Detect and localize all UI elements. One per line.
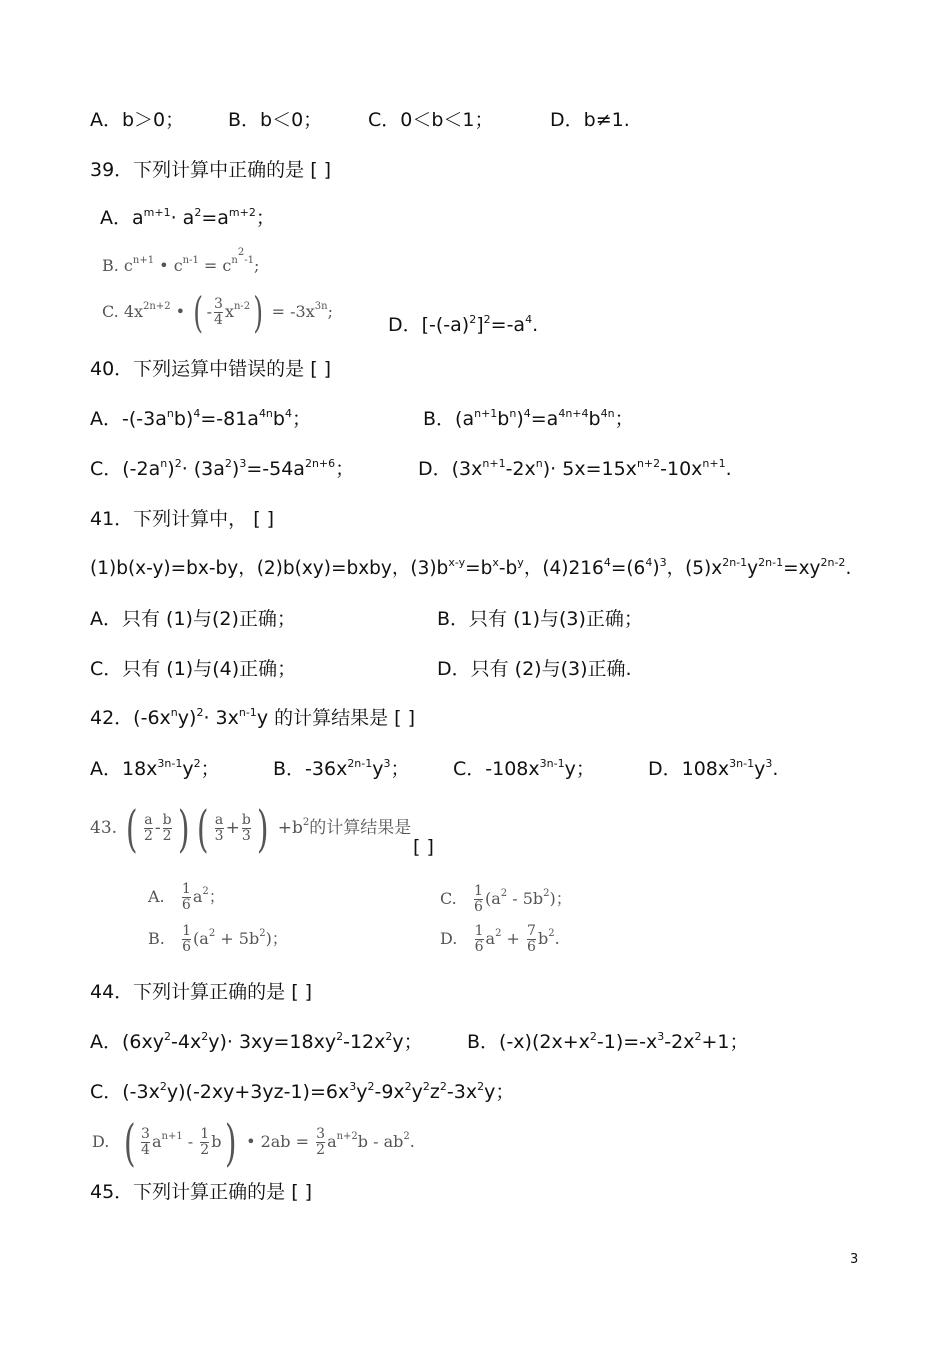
option-label: D. bbox=[92, 1132, 110, 1151]
numerator: b bbox=[162, 812, 172, 828]
denominator: 6 bbox=[527, 939, 536, 955]
numerator: b bbox=[241, 812, 251, 828]
fraction bbox=[215, 813, 224, 844]
page-number: 3 bbox=[850, 1252, 859, 1267]
q44-option-a: A．$(6xy^2-4x^2y)\cdot 3xy=18xy^2-12x^2y$； bbox=[90, 1030, 423, 1053]
q42-option-b: B．$-36x^{2n-1}y^3$； bbox=[273, 757, 410, 780]
q41-body: (1)b(x-y)=bx-by，(2)b(xy)=bxby，$(3)b^{x-y}=b^x-b^y$，$(4)216^4=(6^4)^3$，$(5)x^{2n-1}y^{2n-1}=xy^{2n-2}$. bbox=[90, 556, 852, 579]
fraction bbox=[163, 813, 172, 844]
denominator: 6 bbox=[474, 939, 484, 955]
numerator: 3 bbox=[141, 1126, 150, 1142]
q41-stem: 41．下列计算中， [ ] bbox=[90, 508, 275, 530]
q40-option-d: D．$(3x^{n+1}-2x^n)\cdot 5x=15x^{n+2}-10x^{n+1}$. bbox=[418, 457, 732, 480]
q43-option-d bbox=[440, 920, 560, 958]
option-expression: $a^{n+1}$ - bbox=[151, 1131, 194, 1151]
q38-option-d: D．b≠1. bbox=[550, 109, 630, 131]
denominator: 6 bbox=[474, 899, 483, 915]
denominator: 3 bbox=[214, 828, 224, 844]
numerator: 1 bbox=[200, 1126, 210, 1142]
option-expression: $(a^2 - 5b^2)$； bbox=[484, 888, 572, 908]
q42-stem: 42．$(-6x^ny)^2\cdot 3x^{n-1}y$ 的计算结果是 [ ] bbox=[90, 706, 416, 729]
option-expression: $a^{n+2}b - ab^2$. bbox=[327, 1131, 415, 1151]
q43-tail: $+b^2$的计算结果是 bbox=[277, 817, 412, 838]
q42-option-c: C．$-108x^{3n-1}y$； bbox=[453, 757, 595, 780]
left-paren: ( bbox=[197, 799, 209, 858]
numerator: 1 bbox=[182, 923, 192, 939]
q41-option-c: C．只有 (1)与(4)正确； bbox=[90, 658, 297, 680]
option-expression: $a^2$； bbox=[192, 886, 225, 906]
option-expression: • 2ab = bbox=[246, 1132, 310, 1151]
numerator: 1 bbox=[474, 883, 483, 899]
numerator: 1 bbox=[474, 923, 484, 939]
denominator: 2 bbox=[162, 828, 172, 844]
fraction bbox=[474, 884, 483, 915]
option-expression: $b^2$. bbox=[537, 928, 560, 948]
fraction bbox=[475, 924, 484, 955]
numerator: 1 bbox=[181, 881, 191, 897]
q40-option-a: A．$-(-3a^nb)^4=-81a^{4n}b^4$； bbox=[90, 407, 311, 430]
option-expression: b bbox=[211, 1132, 222, 1151]
q43-number: 43. bbox=[90, 818, 118, 838]
q41-option-d: D．只有 (2)与(3)正确. bbox=[437, 658, 632, 680]
q39-option-b: B. $c^{n+1}$ • $c^{n-1} = c^{n^2-1}$; bbox=[102, 247, 260, 275]
q39-c-result: = $-3x^{3n}$; bbox=[271, 301, 333, 321]
denominator: 2 bbox=[316, 1142, 326, 1158]
denominator: 6 bbox=[181, 897, 191, 913]
option-expression: $a^2$ + bbox=[485, 928, 520, 948]
numerator: 7 bbox=[527, 923, 536, 939]
q41-option-a: A．只有 (1)与(2)正确； bbox=[90, 608, 296, 630]
q38-option-b: B．b＜0； bbox=[228, 109, 323, 131]
minus-sign: - bbox=[154, 818, 161, 838]
q39-option-c bbox=[102, 287, 333, 337]
q39-c-prefix: C. $4x^{2n+2}$ • bbox=[102, 301, 186, 321]
q39-c-inner-minus: - bbox=[206, 302, 213, 321]
q44-option-d bbox=[92, 1113, 415, 1172]
q43-option-b bbox=[148, 920, 288, 958]
left-paren: ( bbox=[126, 799, 139, 858]
fraction bbox=[182, 882, 191, 913]
fraction bbox=[182, 924, 191, 955]
denominator: 6 bbox=[182, 939, 192, 955]
q45-stem: 45．下列计算正确的是 [ ] bbox=[90, 1181, 313, 1203]
numerator: a bbox=[214, 812, 224, 828]
left-paren: ( bbox=[123, 1113, 136, 1172]
fraction bbox=[242, 813, 251, 844]
q40-option-c: C．$(-2a^n)^2\cdot (3a^2)^3=-54a^{2n+6}$； bbox=[90, 457, 355, 480]
option-label: B. bbox=[148, 929, 165, 948]
right-paren: ) bbox=[256, 799, 269, 858]
denominator: 4 bbox=[141, 1142, 150, 1158]
q38-option-c: C．0＜b＜1； bbox=[368, 109, 494, 131]
denominator: 3 bbox=[241, 828, 251, 844]
numerator: 3 bbox=[214, 296, 223, 312]
fraction bbox=[200, 1127, 209, 1158]
q41-option-b: B．只有 (1)与(3)正确； bbox=[437, 608, 643, 630]
option-label: D. bbox=[440, 929, 458, 948]
right-paren: ) bbox=[225, 1113, 238, 1172]
q44-option-b: B．$(-x)(2x+x^2-1)=-x^3-2x^2+1$； bbox=[467, 1030, 749, 1053]
denominator: 2 bbox=[143, 828, 153, 844]
option-expression: $(a^2 + 5b^2)$； bbox=[193, 928, 288, 948]
q40-option-b: B．$(a^{n+1}b^n)^4=a^{4n+4}b^{4n}$； bbox=[423, 407, 634, 430]
numerator: 3 bbox=[316, 1126, 326, 1142]
right-paren: ) bbox=[253, 287, 264, 337]
denominator: 4 bbox=[214, 312, 223, 328]
q39-c-inner: $x^{n-2}$ bbox=[224, 301, 251, 321]
denominator: 2 bbox=[200, 1142, 210, 1158]
numerator: a bbox=[144, 812, 153, 828]
q43-bracket: [ ] bbox=[413, 836, 434, 858]
fraction bbox=[316, 1127, 325, 1158]
q44-option-c: C．$(-3x^2y)(-2xy+3yz-1)=6x^3y^2-9x^2y^2z^2-3x^2y$； bbox=[90, 1080, 515, 1103]
q39-option-a: A．$a^{m+1}\cdot a^2=a^{m+2}$； bbox=[100, 206, 275, 229]
plus-sign: + bbox=[225, 818, 240, 838]
fraction bbox=[214, 297, 223, 328]
fraction bbox=[527, 924, 536, 955]
fraction bbox=[141, 1127, 150, 1158]
left-paren: ( bbox=[193, 287, 204, 337]
q42-option-a: A．$18x^{3n-1}y^2$； bbox=[90, 757, 220, 780]
q43-stem bbox=[90, 799, 412, 858]
option-label: A. bbox=[148, 887, 165, 906]
fraction bbox=[144, 813, 153, 844]
q44-stem: 44．下列计算正确的是 [ ] bbox=[90, 981, 313, 1003]
q43-option-c bbox=[440, 880, 572, 918]
right-paren: ) bbox=[177, 799, 190, 858]
q43-option-a bbox=[148, 878, 225, 916]
q42-option-d: D．$108x^{3n-1}y^3$. bbox=[648, 757, 779, 780]
q38-option-a: A．b＞0； bbox=[90, 109, 185, 131]
q40-stem: 40．下列运算中错误的是 [ ] bbox=[90, 358, 332, 380]
q39-stem: 39．下列计算中正确的是 [ ] bbox=[90, 159, 332, 181]
q39-option-d: D．$[-(-a)^2]^2=-a^4$. bbox=[388, 313, 539, 336]
option-label: C. bbox=[440, 889, 457, 908]
